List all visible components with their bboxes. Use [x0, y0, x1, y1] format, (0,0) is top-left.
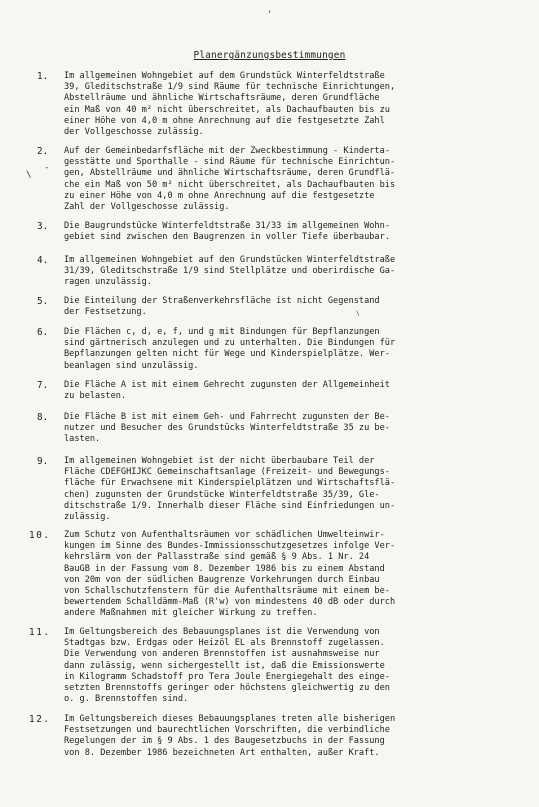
- provision-text: [64, 296, 474, 318]
- provision-number: 8.: [37, 412, 49, 423]
- provision-line: Stadtgas bzw. Erdgas oder Heizöl EL als Brennstoff zugelassen.: [64, 638, 385, 649]
- provision-line: fläche für Erwachsene mit Kinderspielplätzen und Wirtschaftsflä-: [64, 478, 396, 489]
- provision-line: che ein Maß von 50 m² nicht überschreitet, als Dachaufbauten bis: [64, 179, 396, 190]
- margin-mark: \: [356, 310, 360, 317]
- provision-line: Fläche CDEFGHIJKC Gemeinschaftsanlage (Freizeit- und Bewegungs-: [64, 467, 390, 478]
- provision-line: Die Baugrundstücke Winterfeldtstraße 31/33 im allgemeinen Wohn-: [64, 221, 390, 231]
- provision-number: 3.: [37, 221, 49, 232]
- provision-line: Die Einteilung der Straßenverkehrsfläche ist nicht Gegenstand: [64, 296, 380, 306]
- provision-number: 1.: [37, 71, 49, 82]
- provision-line: der Festsetzung.: [64, 307, 147, 318]
- provision-line: gebiet sind zwischen den Baugrenzen in voller Tiefe überbaubar.: [64, 232, 390, 243]
- provision-line: Im allgemeinen Wohngebiet auf den Grundstücken Winterfeldtstraße: [64, 255, 396, 265]
- provision-line: von 8. Dezember 1986 bezeichneten Art enthalten, außer Kraft.: [64, 747, 380, 758]
- provision-line: chen) zugunsten der Grundstücke Winterfeldtstraße 35/39, Gle-: [64, 489, 380, 500]
- provision-line: BauGB in der Fassung vom 8. Dezember 1986 bis zu einem Abstand: [64, 563, 385, 574]
- margin-mark: ': [267, 10, 273, 20]
- provision-line: gen, Abstellräume und ähnliche Wirtschaftsräume, deren Grundflä-: [64, 168, 396, 179]
- provision-line: Auf der Gemeinbedarfsfläche mit der Zweckbestimmung - Kinderta-: [64, 146, 390, 156]
- provision-line: Bepflanzungen gelten nicht für Wege und Kinderspielplätze. Wer-: [64, 349, 390, 360]
- provision-number: 5.: [37, 296, 49, 307]
- provision-line: andere Maßnahmen mit gleicher Wirkung zu treffen.: [64, 608, 318, 619]
- provision-line: ditschstraße 1/9. Innerhalb dieser Fläche sind Einfriedungen un-: [64, 500, 396, 511]
- provision-number: 10.: [29, 530, 51, 541]
- provision-line: kungen im Sinne des Bundes-Immissionsschutzgesetzes infolge Ver-: [64, 541, 396, 552]
- provision-line: gesstätte und Sporthalle - sind Räume für technische Einrichtun-: [64, 157, 396, 168]
- provision-text: [64, 412, 474, 446]
- provision-number: 12.: [29, 714, 51, 725]
- provision-line: 39, Gleditschstraße 1/9 sind Räume für technische Einrichtungen,: [64, 82, 396, 93]
- provision-text: [64, 714, 474, 759]
- document-title: Planergänzungsbestimmungen: [193, 50, 346, 61]
- provision-line: kehrslärm von der Pallasstraße sind gemäß § 9 Abs. 1 Nr. 24: [64, 552, 370, 563]
- provision-text: [64, 71, 474, 138]
- provision-number: 7.: [37, 380, 49, 391]
- provision-line: Im allgemeinen Wohngebiet ist der nicht überbaubare Teil der: [64, 456, 375, 466]
- provision-line: setzten Brennstoffs geringer oder höchstens gleichwertig zu den: [64, 683, 390, 694]
- provision-line: o. g. Brennstoffen sind.: [64, 694, 189, 705]
- provision-text: [64, 221, 474, 243]
- provision-line: von 20m von der südlichen Baugrenze Vorkehrungen durch Einbau: [64, 574, 380, 585]
- provision-line: lasten.: [64, 434, 101, 445]
- provision-line: Im Geltungsbereich des Bebauungsplanes ist die Verwendung von: [64, 627, 380, 637]
- provision-line: Festsetzungen und baurechtlichen Vorschriften, die verbindliche: [64, 725, 390, 736]
- provision-line: Die Flächen c, d, e, f, und g mit Bindungen für Bepflanzungen: [64, 327, 380, 337]
- provision-line: von Schallschutzfenstern für die Aufenthaltsräume mit einem be-: [64, 586, 390, 597]
- provision-line: Die Fläche B ist mit einem Geh- und Fahrrecht zugunsten der Be-: [64, 412, 390, 422]
- provision-line: Zum Schutz von Aufenthaltsräumen vor schädlichen Umwelteinwir-: [64, 530, 385, 540]
- provision-text: [64, 627, 474, 705]
- provision-line: einer Höhe von 4,0 m ohne Anrechnung auf die festgesetzte Zahl: [64, 115, 385, 126]
- provision-line: in Kilogramm Schadstoff pro Tera Joule Energiegehalt des einge-: [64, 671, 390, 682]
- provision-line: ein Maß von 40 m² nicht überschreitet, als Dachaufbauten bis zu: [64, 104, 390, 115]
- margin-mark: \: [26, 170, 32, 180]
- provision-line: Die Fläche A ist mit einem Gehrecht zugunsten der Allgemeinheit: [64, 380, 390, 390]
- provision-number: 6.: [37, 327, 49, 338]
- provision-line: der Vollgeschosse zulässig.: [64, 127, 204, 138]
- margin-mark: -: [44, 163, 50, 173]
- provision-number: 9.: [37, 456, 49, 467]
- provision-text: [64, 530, 474, 620]
- provision-line: Im Geltungsbereich dieses Bebauungsplanes treten alle bisherigen: [64, 714, 396, 724]
- provision-number: 4.: [37, 255, 49, 266]
- provision-number: 11.: [29, 627, 51, 638]
- provision-line: Im allgemeinen Wohngebiet auf dem Grundstück Winterfeldtstraße: [64, 71, 385, 81]
- provision-line: Zahl der Vollgeschosse zulässig.: [64, 202, 230, 213]
- provision-text: [64, 146, 474, 213]
- provision-line: sind gärtnerisch anzulegen und zu unterhalten. Die Bindungen für: [64, 338, 396, 349]
- provision-line: nutzer und Besucher des Grundstücks Winterfeldtstraße 35 zu be-: [64, 423, 390, 434]
- provision-text: [64, 456, 474, 523]
- provision-line: 31/39, Gleditschstraße 1/9 sind Stellplätze und oberirdische Ga-: [64, 266, 396, 277]
- provision-line: zulässig.: [64, 512, 111, 523]
- provision-text: [64, 327, 474, 372]
- provision-text: [64, 380, 474, 402]
- provision-line: beanlagen sind unzulässig.: [64, 360, 199, 371]
- provision-line: zu belasten.: [64, 391, 127, 402]
- provision-text: [64, 255, 474, 289]
- provision-line: Regelungen der im § 9 Abs. 1 des Baugesetzbuchs in der Fassung: [64, 736, 385, 747]
- provision-line: ragen unzulässig.: [64, 277, 152, 288]
- provision-line: bewertendem Schalldämm-Maß (R'w) von mindestens 40 dB oder durch: [64, 597, 396, 608]
- provision-line: zu einer Höhe von 4,0 m ohne Anrechnung auf die festgesetzte: [64, 190, 375, 201]
- provision-line: dann zulässig, wenn sichergestellt ist, daß die Emissionswerte: [64, 660, 385, 671]
- provision-number: 2.: [37, 146, 49, 157]
- provision-line: Die Verwendung von anderen Brennstoffen ist ausnahmsweise nur: [64, 649, 380, 660]
- provision-line: Abstellräume und ähnliche Wirtschaftsräume, deren Grundfläche: [64, 93, 380, 104]
